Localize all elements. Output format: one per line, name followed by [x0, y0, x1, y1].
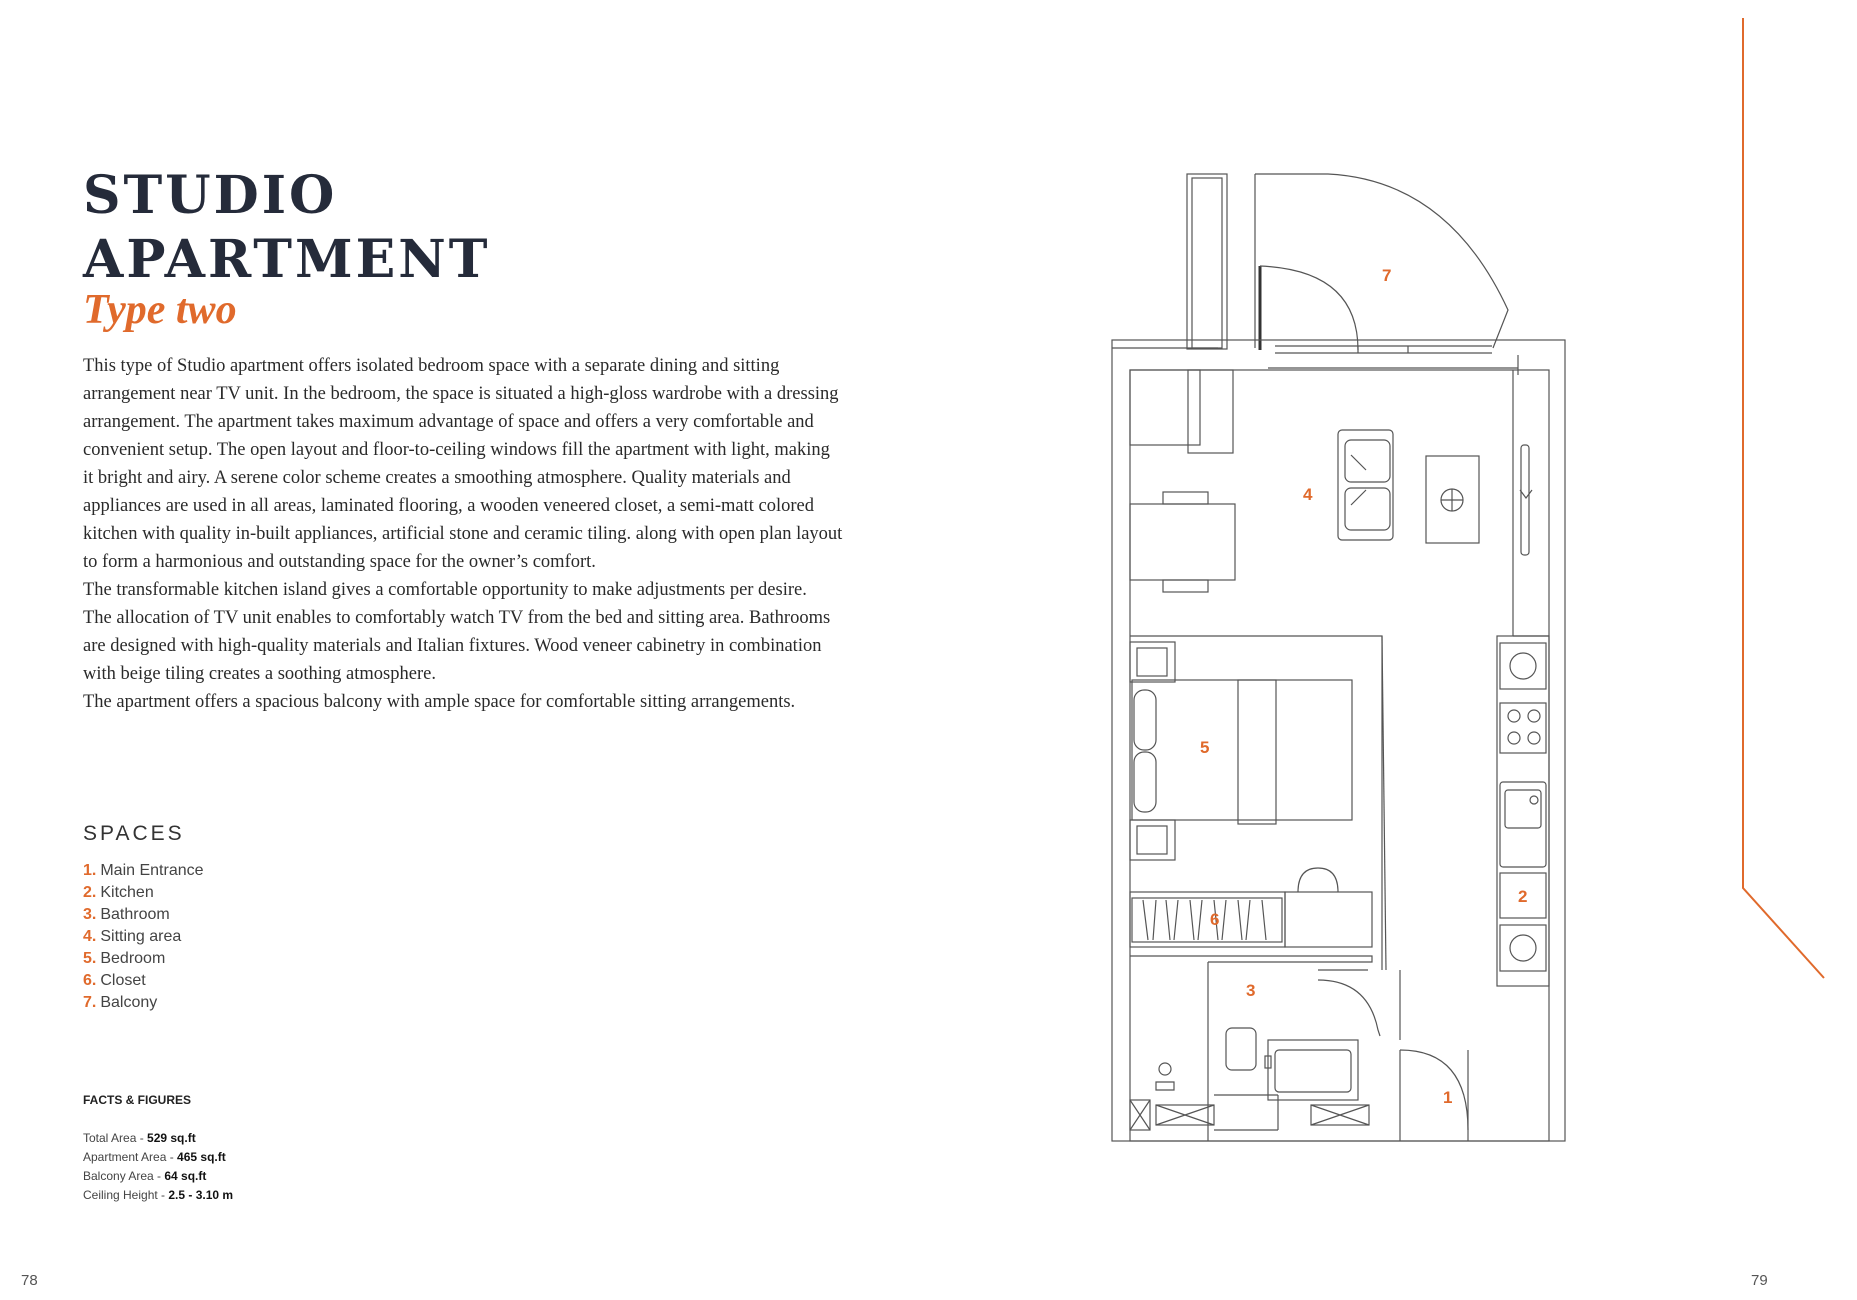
- space-label: Bathroom: [100, 906, 170, 923]
- space-number: 2.: [83, 884, 97, 901]
- list-item: [83, 970, 204, 992]
- description-paragraph: The apartment offers a spacious balcony with ample space for comfortable sitting arrangements.: [83, 692, 796, 712]
- list-item: [83, 1129, 233, 1148]
- space-label: Balcony: [100, 994, 158, 1011]
- page-number-right: 79: [1751, 1272, 1768, 1289]
- plan-label-bathroom: 3: [1246, 981, 1256, 1000]
- space-number: 1.: [83, 862, 97, 879]
- list-item: [83, 904, 204, 926]
- fact-label: Apartment Area -: [83, 1150, 178, 1164]
- facts-heading: FACTS & FIGURES: [83, 1093, 192, 1107]
- plan-label-sitting-area: 4: [1303, 485, 1313, 504]
- floor-plan: [1108, 170, 1578, 1150]
- kitchen-units: [1497, 636, 1549, 986]
- fact-label: Total Area -: [83, 1131, 148, 1145]
- spaces-list: [83, 860, 204, 1014]
- space-number: 7.: [83, 994, 97, 1011]
- plan-label-closet: 6: [1210, 910, 1220, 929]
- fact-value: 465 sq.ft: [177, 1150, 226, 1164]
- sitting-area-furniture: [1130, 370, 1549, 636]
- space-number: 3.: [83, 906, 97, 923]
- facts-list: [83, 1129, 233, 1205]
- page-title-line-2: APARTMENT: [83, 229, 491, 290]
- spaces-heading: SPACES: [83, 822, 185, 845]
- entrance-door: [1400, 970, 1468, 1141]
- description-paragraph: The allocation of TV unit enables to comfortably watch TV from the bed and sitting area. Bathrooms are designed with high-quality materials and Italian fixtures. Wood veneer cabinetry in combination with beige tiling creates a soothing atmosphere.: [83, 608, 831, 684]
- space-number: 6.: [83, 972, 97, 989]
- plan-label-main-entrance: 1: [1443, 1088, 1453, 1107]
- description-paragraph: The transformable kitchen island gives a comfortable opportunity to make adjustments per desire.: [83, 580, 807, 600]
- list-item: [83, 948, 204, 970]
- page-title: [83, 164, 490, 292]
- description: [83, 352, 843, 716]
- list-item: [83, 1167, 233, 1186]
- plan-label-bedroom: 5: [1200, 738, 1210, 757]
- fact-value: 64 sq.ft: [164, 1169, 207, 1183]
- space-label: Closet: [100, 972, 146, 989]
- list-item: [83, 1148, 233, 1167]
- plan-label-kitchen: 2: [1518, 887, 1528, 906]
- list-item: [83, 882, 204, 904]
- fact-value: 2.5 - 3.10 m: [168, 1188, 234, 1202]
- page-number-left: 78: [21, 1272, 38, 1289]
- page-subtitle: Type two: [83, 287, 237, 333]
- list-item: [83, 992, 204, 1014]
- plan-label-balcony: 7: [1382, 266, 1392, 285]
- space-label: Bedroom: [100, 950, 166, 967]
- balcony-outline: [1187, 174, 1508, 353]
- space-number: 5.: [83, 950, 97, 967]
- space-label: Kitchen: [100, 884, 154, 901]
- list-item: [83, 860, 204, 882]
- space-number: 4.: [83, 928, 97, 945]
- closet: [1130, 892, 1372, 947]
- list-item: [83, 926, 204, 948]
- fact-value: 529 sq.ft: [147, 1131, 196, 1145]
- space-label: Main Entrance: [100, 862, 204, 879]
- list-item: [83, 1186, 233, 1205]
- fact-label: Ceiling Height -: [83, 1188, 169, 1202]
- fact-label: Balcony Area -: [83, 1169, 165, 1183]
- accent-line: [1740, 18, 1840, 988]
- description-paragraph: This type of Studio apartment offers isolated bedroom space with a separate dining and sitting arrangement near TV unit. In the bedroom, the space is situated a high-gloss wardrobe with a dressing arrangement. The apartment takes maximum advantage of space and offers a very comfortable and convenient setup. The open layout and floor-to-ceiling windows fill the apartment with light, making it bright and airy. A serene color scheme creates a smoothing atmosphere. Quality materials and appliances are used in all areas, laminated flooring, a wooden veneered closet, a semi-matt colored kitchen with quality in-built appliances, artificial stone and ceramic tiling. along with open plan layout to form a harmonious and outstanding space for the owner’s comfort.: [83, 356, 843, 572]
- space-label: Sitting area: [100, 928, 182, 945]
- page-title-line-1: STUDIO: [83, 165, 338, 226]
